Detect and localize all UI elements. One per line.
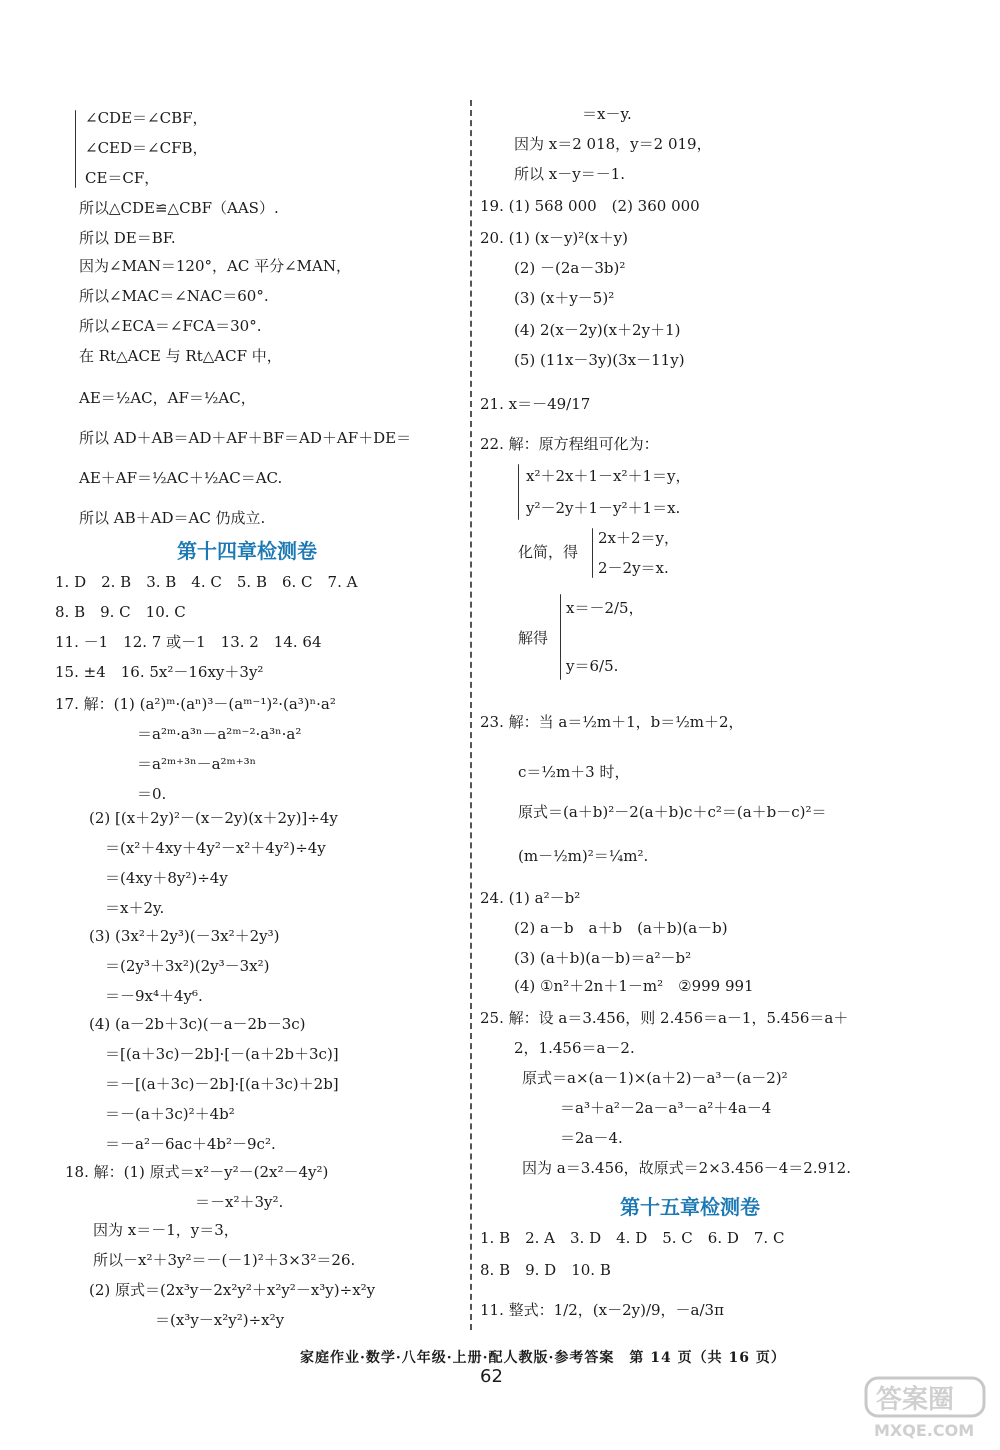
answer-line: ＝－[(a＋3c)－2b]·[(a＋3c)＋2b]	[105, 1075, 339, 1093]
text-line: (2) a－b a＋b (a＋b)(a－b)	[514, 919, 728, 937]
text-line: 2x＋2＝y，	[598, 529, 680, 547]
text-line: 所以 DE＝BF.	[79, 229, 176, 247]
text-line: (4) 2(x－2y)(x＋2y＋1)	[514, 321, 681, 339]
text-line: 在 Rt△ACE 与 Rt△ACF 中，	[79, 347, 282, 365]
text-line: 2－2y＝x.	[598, 559, 669, 577]
text-line: 原式＝a×(a－1)×(a＋2)－a³－(a－2)²	[522, 1069, 788, 1087]
answer-line: ＝a²ᵐ⁺³ⁿ－a²ᵐ⁺³ⁿ	[137, 755, 257, 773]
answer-line: ＝(x³y－x²y²)÷x²y	[155, 1311, 285, 1329]
text-line: ∠CED＝∠CFB，	[85, 139, 208, 157]
answer-line: ＝0.	[137, 785, 167, 803]
answer-line: ＝(x²＋4xy＋4y²－x²＋4y²)÷4y	[105, 839, 326, 857]
watermark-logo-icon	[860, 1372, 990, 1442]
text-line: x＝－2/5，	[566, 599, 644, 617]
text-line: 解得	[518, 629, 549, 647]
text-line: AE＝½AC，AF＝½AC，	[79, 389, 256, 407]
brace	[560, 594, 561, 680]
text-line: (3) (x＋y－5)²	[514, 289, 615, 307]
svg-text:MXQE.COM: MXQE.COM	[874, 1421, 975, 1440]
answer-line: 1. D 2. B 3. B 4. C 5. B 6. C 7. A	[55, 573, 358, 591]
brace	[518, 464, 519, 520]
answer-line: (3) (3x²＋2y³)(－3x²＋2y³)	[89, 927, 280, 945]
answer-line: (4) (a－2b＋3c)(－a－2b－3c)	[89, 1015, 306, 1033]
answer-line: 8. B 9. D 10. B	[480, 1261, 611, 1279]
text-line: 所以△CDE≌△CBF（AAS）.	[79, 199, 279, 217]
text-line: 23. 解：当 a＝½m＋1，b＝½m＋2，	[480, 713, 744, 731]
text-line: CE＝CF，	[85, 169, 160, 187]
text-line: 21. x＝－49/17	[480, 395, 591, 413]
text-line: 所以∠MAC＝∠NAC＝60°.	[79, 287, 269, 305]
column-divider	[470, 100, 472, 1330]
answer-line: ＝－a²－6ac＋4b²－9c².	[105, 1135, 276, 1153]
text-line: 2，1.456＝a－2.	[514, 1039, 635, 1057]
brace	[75, 110, 76, 188]
text-line: 所以 AB＋AD＝AC 仍成立.	[79, 509, 266, 527]
text-line: 20. (1) (x－y)²(x＋y)	[480, 229, 628, 247]
answer-line: ＝a²ᵐ·a³ⁿ－a²ᵐ⁻²·a³ⁿ·a²	[137, 725, 302, 743]
text-line: 19. (1) 568 000 (2) 360 000	[480, 197, 700, 215]
text-line: ＝2a－4.	[560, 1129, 623, 1147]
text-line: x²＋2x＋1－x²＋1＝y，	[526, 467, 691, 485]
text-line: 因为∠MAN＝120°，AC 平分∠MAN，	[79, 257, 351, 275]
text-line: 因为 x＝2 018，y＝2 019，	[514, 135, 712, 153]
page-number: 62	[480, 1366, 503, 1387]
text-line: 22. 解：原方程组可化为：	[480, 435, 659, 453]
page-footer: 家庭作业·数学·八年级·上册·配人教版·参考答案 第 14 页（共 16 页）	[300, 1350, 786, 1366]
answer-line: 因为 x＝－1，y＝3，	[93, 1221, 239, 1239]
answer-line: 17. 解：(1) (a²)ᵐ·(aⁿ)³－(aᵐ⁻¹)²·(a³)ⁿ·a²	[55, 695, 336, 713]
text-line: 24. (1) a²－b²	[480, 889, 581, 907]
text-line: 所以 x－y＝－1.	[514, 165, 626, 183]
text-line: (3) (a＋b)(a－b)＝a²－b²	[514, 949, 692, 967]
answer-line: ＝(4xy＋8y²)÷4y	[105, 869, 228, 887]
answer-line: (2) [(x＋2y)²－(x－2y)(x＋2y)]÷4y	[89, 809, 338, 827]
answer-line: 1. B 2. A 3. D 4. D 5. C 6. D 7. C	[480, 1229, 785, 1247]
answer-line: (2) 原式＝(2x³y－2x²y²＋x²y²－x³y)÷x²y	[89, 1281, 376, 1299]
text-line: (5) (11x－3y)(3x－11y)	[514, 351, 685, 369]
answer-line: ＝x＋2y.	[105, 899, 165, 917]
answer-line: ＝[(a＋3c)－2b]·[－(a＋2b＋3c)]	[105, 1045, 339, 1063]
answer-line: ＝－9x⁴＋4y⁶.	[105, 987, 203, 1005]
answer-line: 15. ±4 16. 5x²－16xy＋3y²	[55, 663, 264, 681]
text-line: c＝½m＋3 时，	[518, 763, 630, 781]
text-line: (4) ①n²＋2n＋1－m² ②999 991	[514, 977, 754, 995]
text-line: (2) －(2a－3b)²	[514, 259, 626, 277]
answer-line: ＝－(a＋3c)²＋4b²	[105, 1105, 235, 1123]
brace	[592, 528, 593, 578]
text-line: AE＋AF＝½AC＋½AC＝AC.	[79, 469, 283, 487]
text-line: y²－2y＋1－y²＋1＝x.	[526, 499, 681, 517]
text-line: y＝6/5.	[566, 657, 619, 675]
text-line: 原式＝(a＋b)²－2(a＋b)c＋c²＝(a＋b－c)²＝	[518, 803, 827, 821]
section-heading: 第十五章检测卷	[620, 1195, 760, 1219]
answer-line: ＝－x²＋3y².	[195, 1193, 284, 1211]
text-line: 所以∠ECA＝∠FCA＝30°.	[79, 317, 262, 335]
text-line: ＝x－y.	[582, 105, 632, 123]
svg-text:答案圈: 答案圈	[876, 1385, 955, 1415]
text-line: ∠CDE＝∠CBF，	[85, 109, 208, 127]
text-line: 化简，得	[518, 543, 579, 561]
answer-line: 11. 整式：1/2，(x－2y)/9，－a/3π	[480, 1301, 724, 1319]
text-line: 所以 AD＋AB＝AD＋AF＋BF＝AD＋AF＋DE＝	[79, 429, 412, 447]
text-line: ＝a³＋a²－2a－a³－a²＋4a－4	[560, 1099, 772, 1117]
answer-line: 所以－x²＋3y²＝－(－1)²＋3×3²＝26.	[93, 1251, 356, 1269]
text-line: (m－½m)²＝¼m².	[518, 847, 649, 865]
answer-line: 11. －1 12. 7 或－1 13. 2 14. 64	[55, 633, 322, 651]
answer-line: 8. B 9. C 10. C	[55, 603, 186, 621]
section-heading: 第十四章检测卷	[177, 539, 317, 563]
answer-line: ＝(2y³＋3x²)(2y³－3x²)	[105, 957, 270, 975]
text-line: 25. 解：设 a＝3.456，则 2.456＝a－1，5.456＝a＋	[480, 1009, 849, 1027]
answer-line: 18. 解：(1) 原式＝x²－y²－(2x²－4y²)	[65, 1163, 329, 1181]
text-line: 因为 a＝3.456，故原式＝2×3.456－4＝2.912.	[522, 1159, 851, 1177]
